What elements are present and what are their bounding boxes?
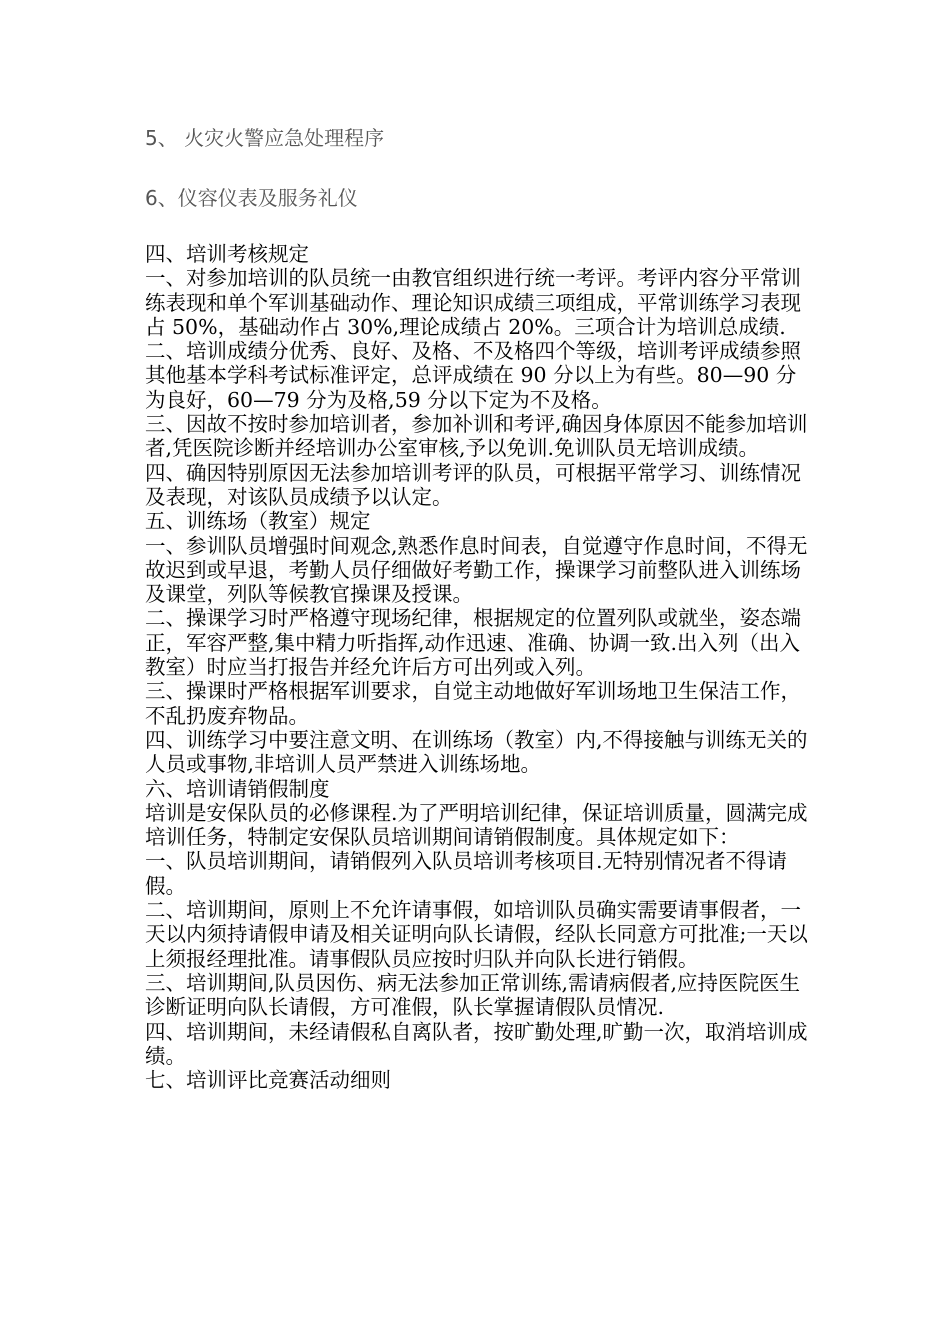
paragraph: 三、操课时严格根据军训要求，自觉主动地做好军训场地卫生保洁工作，不乱扔废弃物品。 <box>145 679 801 728</box>
paragraph: 三、培训期间,队员因伤、病无法参加正常训练,需请病假者,应持医院医生诊断证明向队长请假，方可准假，队长掌握请假队员情况. <box>145 970 801 1020</box>
section-heading-training-assessment: 四、培训考核规定 <box>145 242 309 266</box>
paragraph: 四、培训期间，未经请假私自离队者，按旷勤处理,旷勤一次，取消培训成绩。 <box>145 1019 808 1068</box>
document-body <box>145 242 815 1092</box>
paragraph: 二、操课学习时严格遵守现场纪律，根据规定的位置列队或就坐，姿态端正，军容严整,集中精力听指挥,动作迅速、准确、协调一致.出入列（出入教室）时应当打报告并经允许后方可出列或入列。 <box>145 606 801 680</box>
item-heading-fire-procedure: 5、 火灾火警应急处理程序 <box>145 126 385 150</box>
paragraph: 三、因故不按时参加培训者，参加补训和考评,确因身体原因不能参加培训者,凭医院诊断并经培训办公室审核,予以免训.免训队员无培训成绩。 <box>145 412 808 461</box>
section-heading-training-ground: 五、训练场（教室）规定 <box>145 509 371 534</box>
section-heading-competition-rules: 七、培训评比竞赛活动细则 <box>145 1068 391 1093</box>
section-heading-leave-system: 六、培训请销假制度 <box>145 776 330 801</box>
paragraph: 一、对参加培训的队员统一由教官组织进行统一考评。考评内容分平常训练表现和单个军训基础动作、理论知识成绩三项组成，平常训练学习表现占 50%，基础动作占 30%,理论成绩占 20%。三项合计为培训总成绩. <box>145 266 801 339</box>
paragraph: 四、确因特别原因无法参加培训考评的队员，可根据平常学习、训练情况及表现，对该队员成绩予以认定。 <box>145 460 801 509</box>
paragraph: 一、队员培训期间，请销假列入队员培训考核项目.无特别情况者不得请假。 <box>145 849 788 898</box>
paragraph: 二、培训成绩分优秀、良好、及格、不及格四个等级，培训考评成绩参照其他基本学科考试标准评定，总评成绩在 90 分以上为有些。80—90 分为良好，60—79 分为及格,59 分以下定为不及格。 <box>145 339 801 412</box>
paragraph: 四、训练学习中要注意文明、在训练场（教室）内,不得接触与训练无关的人员或事物,非培训人员严禁进入训练场地。 <box>145 727 808 777</box>
paragraph: 一、参训队员增强时间观念,熟悉作息时间表，自觉遵守作息时间，不得无故迟到或早退，考勤人员仔细做好考勤工作，操课学习前整队进入训练场及课堂，列队等候教官操课及授课。 <box>145 533 808 607</box>
paragraph: 培训是安保队员的必修课程.为了严明培训纪律，保证培训质量，圆满完成培训任务，特制定安保队员培训期间请销假制度。具体规定如下： <box>145 800 808 850</box>
item-heading-appearance-etiquette: 6、仪容仪表及服务礼仪 <box>145 186 358 210</box>
paragraph: 二、培训期间，原则上不允许请事假，如培训队员确实需要请事假者，一天以内须持请假申请及相关证明向队长请假，经队长同意方可批准;一天以上须报经理批准。请事假队员应按时归队并向队长进行销假。 <box>145 898 808 971</box>
